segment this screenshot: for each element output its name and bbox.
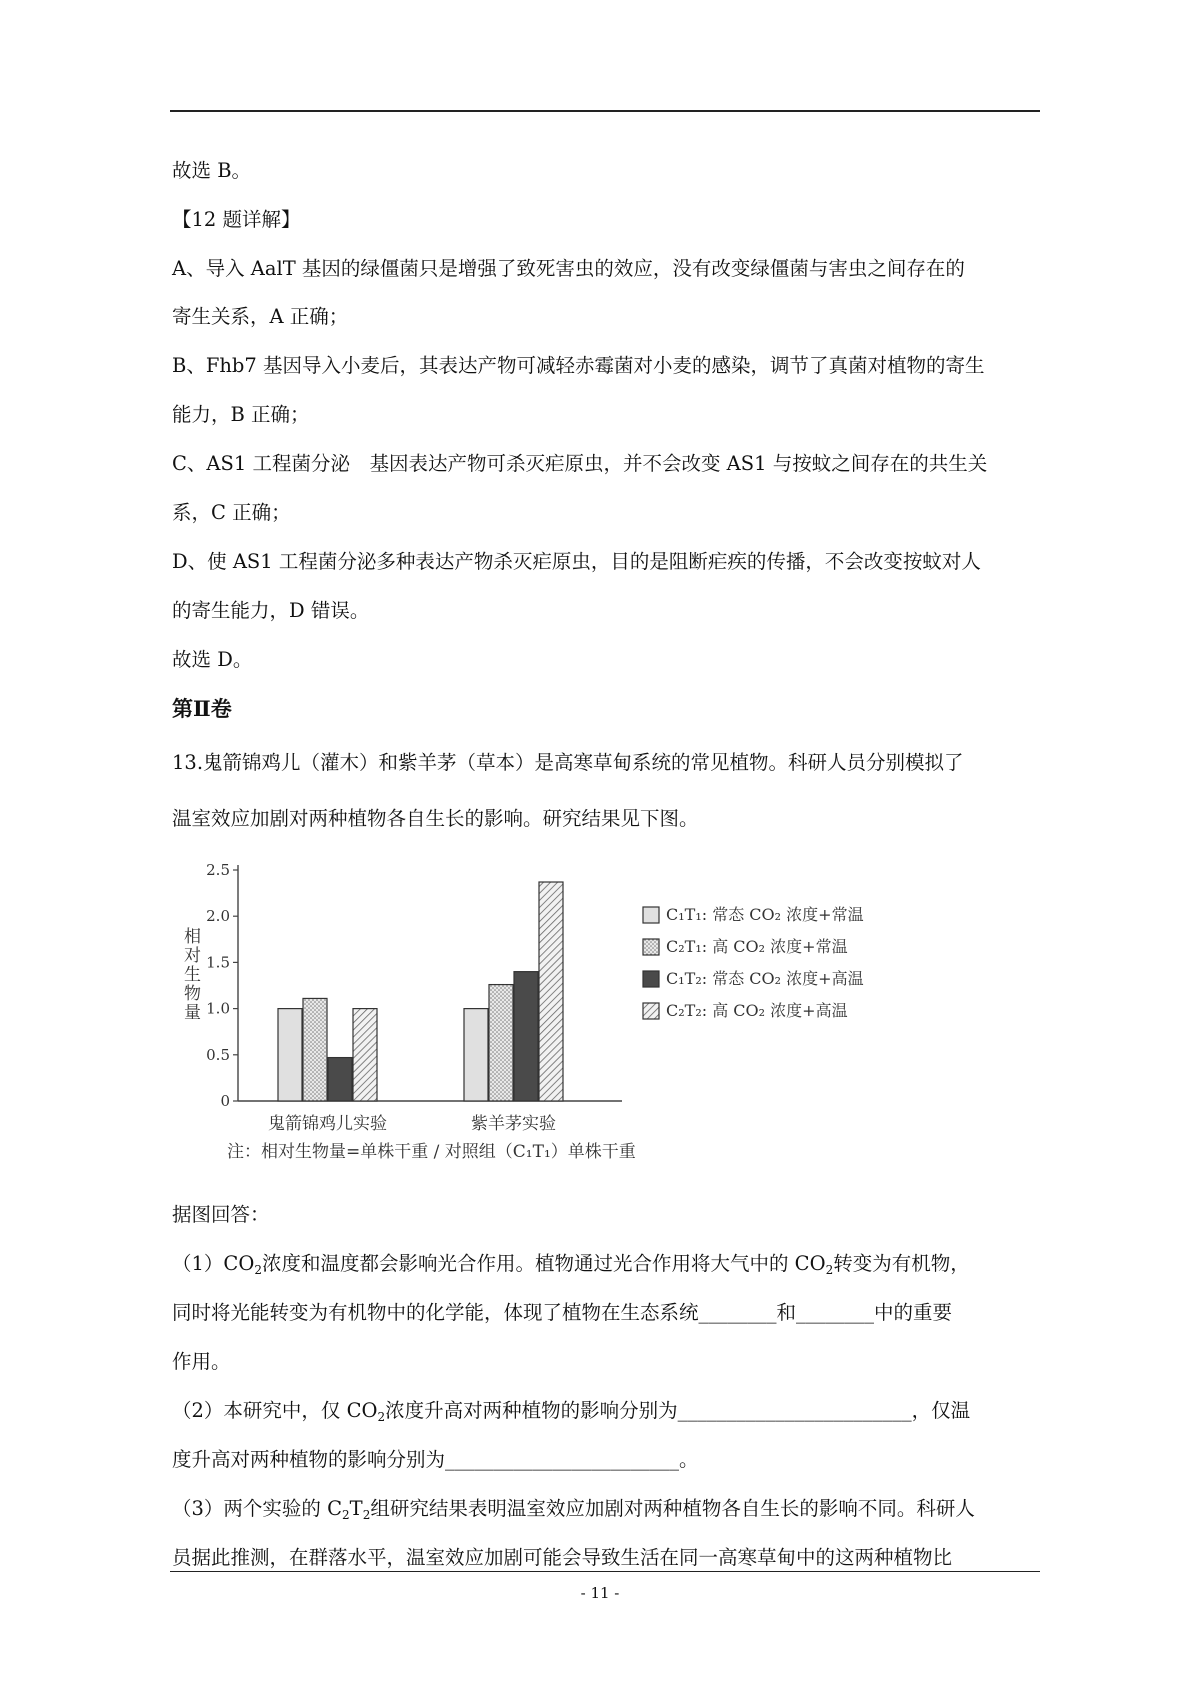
- y-axis-label: 相对生物量: [180, 927, 200, 1022]
- text-line: C、AS1 工程菌分泌 基因表达产物可杀灭疟原虫，并不会改变 AS1 与按蚊之间存在的共生关: [172, 452, 988, 475]
- legend-entry: C₁T₁: 常态 CO₂ 浓度+常温: [666, 905, 864, 924]
- header-rule: [170, 110, 1040, 112]
- bar-1-2: [303, 998, 327, 1101]
- text-line: 寄生关系，A 正确；: [172, 305, 349, 328]
- text-line: 能力，B 正确；: [172, 403, 310, 426]
- text-line: 系，C 正确；: [172, 501, 291, 524]
- bar-2-2: [489, 985, 513, 1101]
- question-part-2: 度升高对两种植物的影响分别为________________________。: [172, 1448, 699, 1471]
- y-tick-label: 2.0: [206, 907, 230, 926]
- legend-swatch: [643, 971, 659, 987]
- section-title: 第Ⅱ卷: [172, 696, 232, 721]
- text-line: 的寄生能力，D 错误。: [172, 599, 370, 622]
- bar-1-3: [328, 1058, 352, 1101]
- sub-heading: 【12 题详解】: [172, 208, 301, 231]
- bar-2-3: [514, 972, 538, 1101]
- text-line: A、导入 AalT 基因的绿僵菌只是增强了致死害虫的效应，没有改变绿僵菌与害虫之间存在的: [172, 257, 965, 280]
- question-part-3: 员据此推测，在群落水平，温室效应加剧可能会导致生活在同一高寒草甸中的这两种植物比: [172, 1546, 953, 1569]
- y-tick-label: 1.0: [206, 999, 230, 1018]
- x-category-label: 紫羊茅实验: [471, 1114, 556, 1134]
- bar-2-4: [539, 882, 563, 1101]
- text-line: 故选 D。: [172, 648, 253, 671]
- legend-swatch: [643, 939, 659, 955]
- answer-intro: 据图回答：: [172, 1203, 270, 1226]
- chart-note: 注：相对生物量=单株干重 ∕ 对照组（C₁T₁）单株干重: [227, 1142, 636, 1162]
- legend-entry: C₂T₁: 高 CO₂ 浓度+常温: [666, 937, 848, 956]
- bar-2-1: [464, 1009, 488, 1101]
- legend-swatch: [643, 1003, 659, 1019]
- legend-swatch: [643, 907, 659, 923]
- page-number: - 11 -: [580, 1584, 620, 1602]
- question-part-1: 同时将光能转变为有机物中的化学能，体现了植物在生态系统________和________中的重要: [172, 1301, 953, 1324]
- y-tick-label: 1.5: [206, 953, 230, 972]
- text-line: 故选 B。: [172, 159, 252, 182]
- bar-1-4: [353, 1009, 377, 1101]
- question-part-3: （3）两个实验的 $C_2T_2$组研究结果表明温室效应加剧对两种植物各自生长的影响不同。科研人: [172, 1497, 975, 1522]
- footer-rule: [170, 1571, 1040, 1572]
- question-part-2: （2）本研究中，仅 $CO_2$浓度升高对两种植物的影响分别为________________________，仅温: [172, 1399, 971, 1424]
- text-line: B、Fhb7 基因导入小麦后，其表达产物可减轻赤霉菌对小麦的感染，调节了真菌对植物的寄生: [172, 354, 985, 377]
- question-13-text: 13.鬼箭锦鸡儿（灌木）和紫羊茅（草本）是高寒草甸系统的常见植物。科研人员分别模拟了: [172, 751, 964, 774]
- y-tick-label: 0.5: [206, 1045, 230, 1064]
- x-category-label: 鬼箭锦鸡儿实验: [268, 1114, 387, 1134]
- question-part-1: $(1)CO_2$浓度和温度都会影响光合作用。植物通过光合作用将大气中的 $CO_2$转变为有机物，: [172, 1252, 970, 1277]
- legend-entry: C₂T₂: 高 CO₂ 浓度+高温: [666, 1001, 848, 1020]
- bar-1-1: [278, 1009, 302, 1101]
- question-13-text: 温室效应加剧对两种植物各自生长的影响。研究结果见下图。: [172, 807, 699, 830]
- legend-entry: C₁T₂: 常态 CO₂ 浓度+高温: [666, 969, 864, 988]
- text-line: D、使 AS1 工程菌分泌多种表达产物杀灭疟原虫，目的是阻断疟疾的传播，不会改变按蚊对人: [172, 550, 981, 573]
- question-part-1: 作用。: [172, 1350, 231, 1373]
- biomass-bar-chart: [170, 845, 930, 1175]
- y-tick-label: 0: [220, 1092, 230, 1110]
- y-tick-label: 2.5: [206, 861, 230, 879]
